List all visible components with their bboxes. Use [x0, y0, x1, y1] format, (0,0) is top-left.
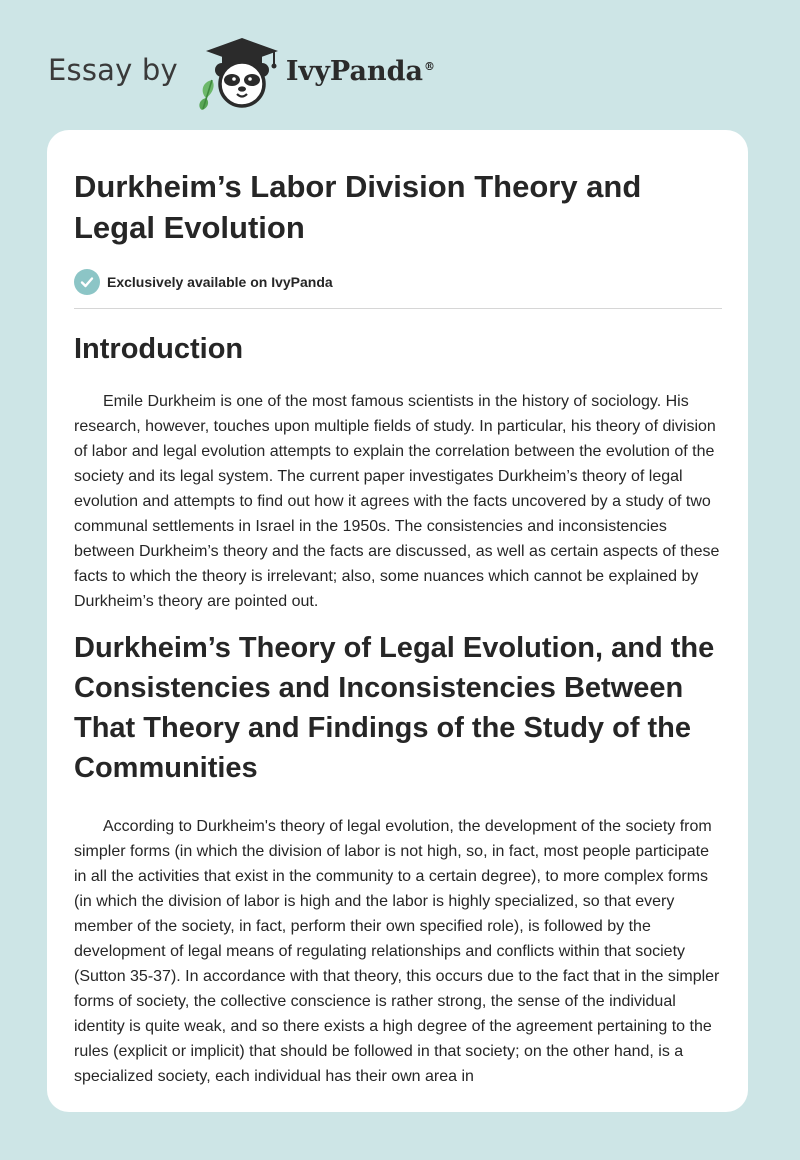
- brand-name: IvyPanda®: [285, 55, 435, 87]
- section-paragraph-theory: According to Durkheim's theory of legal evolution, the development of the society from simpler forms (in which the division of labor is not high, so, in fact, most people participate in all the activities that exist in the community to a certain degree), to more complex forms (in which the division of labor is high and the labor is highly specialized, so that every member of the society, in fact, perform their own specified role), is followed by the development of legal means of regulating relationships and conflicts within that society (Sutton 35-37). In accordance with that theory, this occurs due to the fact that in the simpler forms of society, the collective conscience is rather strong, the sense of the individual identity is quite weak, and so there exists a high degree of the agreement pertaining to the rules (explicit or implicit) that should be followed in that society; on the other hand, is a specialized society, each individual has their own area in: [74, 818, 720, 1085]
- section-heading-theory: Durkheim’s Theory of Legal Evolution, and the Consistencies and Inconsistencies Between That Theory and Findings of the Study of the Communities: [74, 632, 715, 784]
- essay-by-label: Essay by: [48, 53, 178, 87]
- exclusive-label: Exclusively available on IvyPanda: [107, 274, 333, 290]
- article-title: Durkheim’s Labor Division Theory and Legal Evolution: [74, 169, 642, 245]
- registered-mark: ®: [423, 59, 435, 73]
- panda-graduate-logo-icon: [192, 34, 284, 110]
- section-paragraph-introduction: Emile Durkheim is one of the most famous scientists in the history of sociology. His research, however, touches upon multiple fields of study. In particular, his theory of division of labor and legal evolution attempts to explain the correlation between the evolution of the society and its legal system. The current paper investigates Durkheim’s theory of legal evolution and attempts to find out how it agrees with the facts uncovered by a study of two communal settlements in Israel in the 1950s. The consistencies and inconsistencies between Durkheim’s theory and the facts are discussed, as well as certain aspects of these facts to which the theory is irrelevant; also, some nuances which cannot be explained by Durkheim’s theory are pointed out.: [74, 393, 720, 610]
- brand-header[interactable]: [48, 34, 435, 110]
- article-card: [47, 130, 748, 1112]
- section-heading-introduction: Introduction: [74, 333, 244, 365]
- divider: [74, 308, 722, 309]
- exclusive-badge: [74, 268, 722, 296]
- check-icon: [74, 269, 100, 295]
